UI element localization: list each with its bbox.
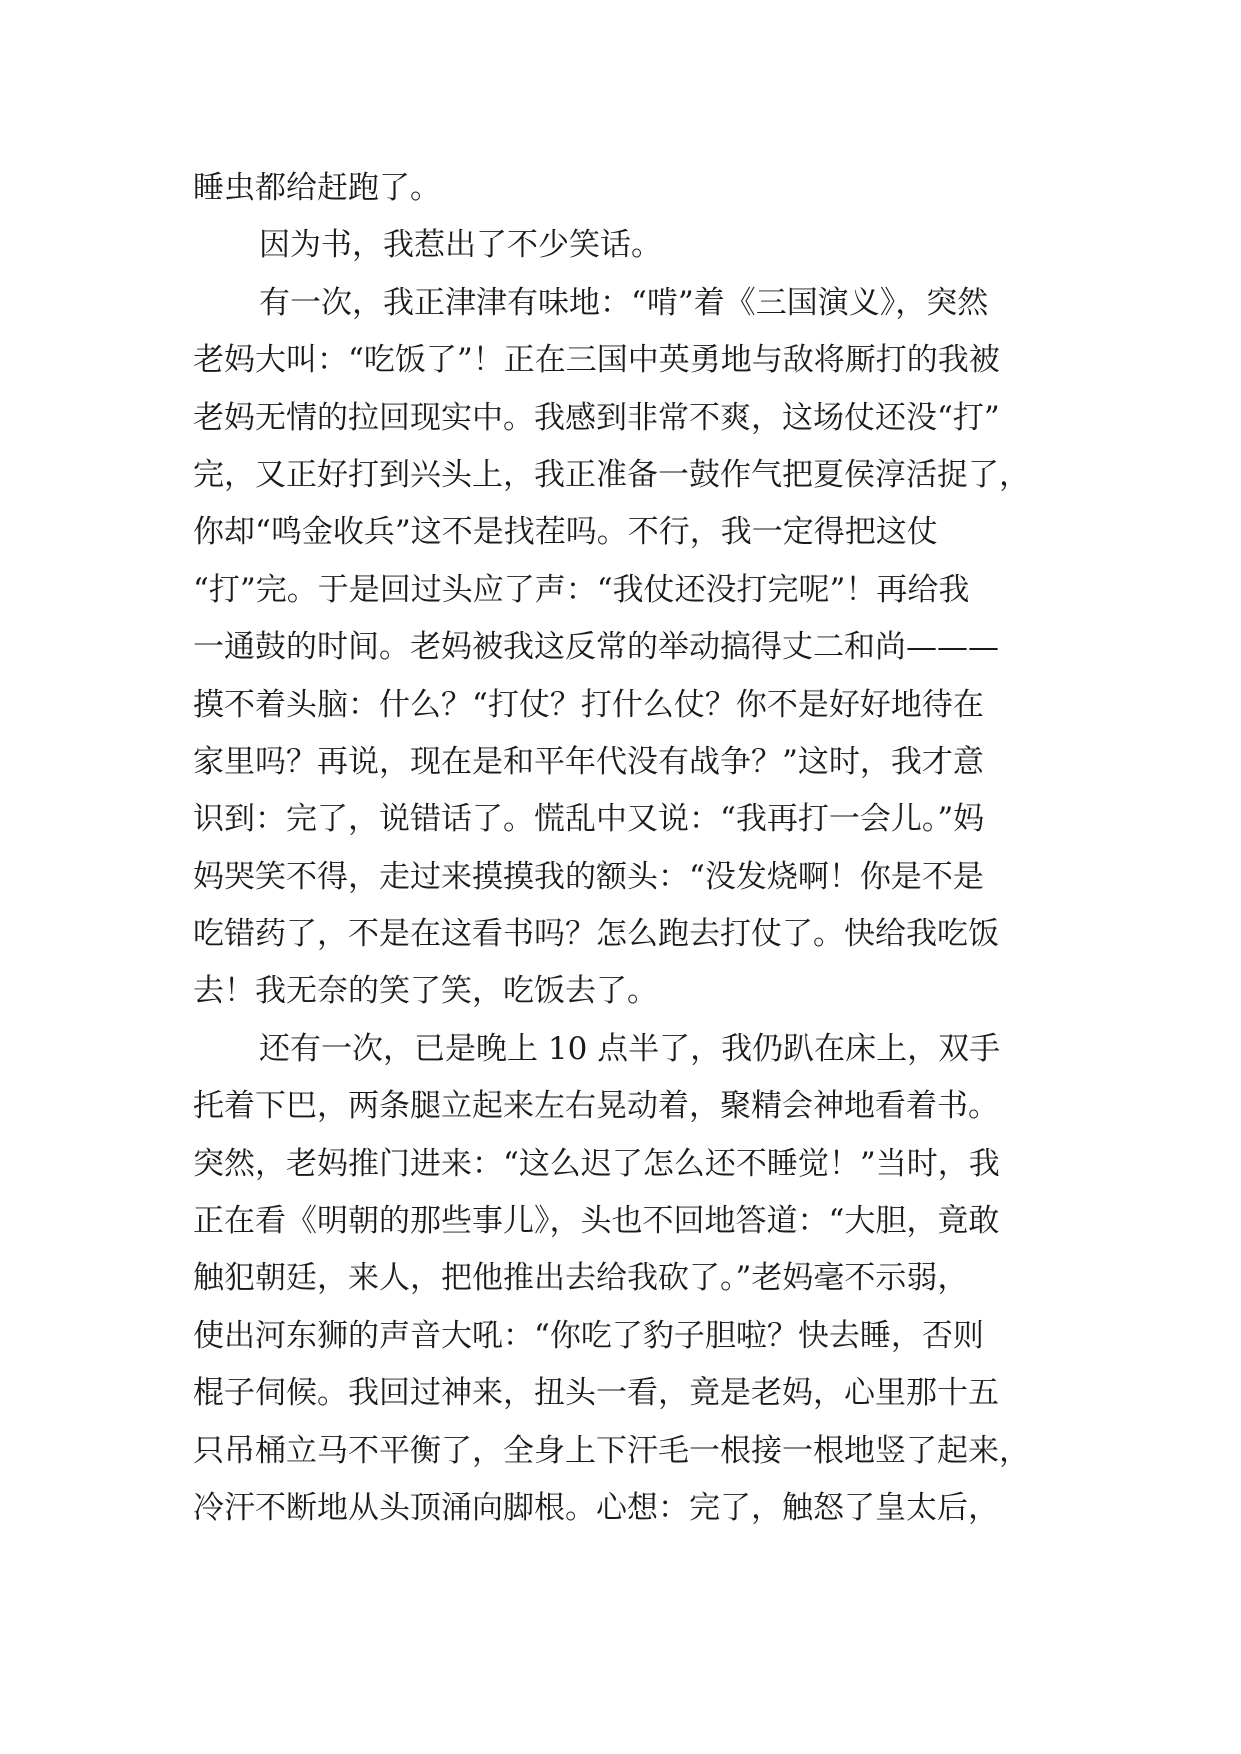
text-line: 老妈大叫：“吃饭了”！正在三国中英勇地与敌将厮打的我被 xyxy=(193,342,1000,379)
text-line: 棍子伺候。我回过神来，扭头一看，竟是老妈，心里那十五 xyxy=(193,1375,999,1412)
paragraph-first-line: 因为书，我惹出了不少笑话。 xyxy=(259,227,662,264)
text-line: 托着下巴，两条腿立起来左右晃动着，聚精会神地看着书。 xyxy=(193,1088,999,1125)
text-line: 完，又正好打到兴头上，我正准备一鼓作气把夏侯淳活捉了， xyxy=(193,456,1030,493)
text-line: 去！我无奈的笑了笑，吃饭去了。 xyxy=(193,973,658,1010)
text-line: 你却“鸣金收兵”这不是找茬吗。不行，我一定得把这仗 xyxy=(193,514,938,551)
text-line: 识到：完了，说错话了。慌乱中又说：“我再打一会儿。”妈 xyxy=(193,801,985,838)
text-line: 只吊桶立马不平衡了，全身上下汗毛一根接一根地竖了起来， xyxy=(193,1432,1030,1469)
text-line: 冷汗不断地从头顶涌向脚根。心想：完了，触怒了皇太后， xyxy=(193,1489,999,1526)
text-line: 突然，老妈推门进来：“这么迟了怎么还不睡觉！”当时，我 xyxy=(193,1145,1000,1182)
text-line: 妈哭笑不得，走过来摸摸我的额头：“没发烧啊！你是不是 xyxy=(193,858,984,895)
text-line: 一通鼓的时间。老妈被我这反常的举动搞得丈二和尚——— xyxy=(193,629,999,666)
text-line: 家里吗？再说，现在是和平年代没有战争？”这时，我才意 xyxy=(193,743,984,780)
paragraph-first-line: 有一次，我正津津有味地：“啃”着《三国演义》，突然 xyxy=(259,284,989,321)
text-line: 吃错药了，不是在这看书吗？怎么跑去打仗了。快给我吃饭 xyxy=(193,916,999,953)
text-line: 老妈无情的拉回现实中。我感到非常不爽，这场仗还没“打” xyxy=(193,399,1000,436)
paragraph-first-line: 还有一次，已是晚上 10 点半了，我仍趴在床上，双手 xyxy=(259,1030,1001,1067)
text-line: 睡虫都给赶跑了。 xyxy=(193,170,441,206)
text-line: “打”完。于是回过头应了声：“我仗还没打完呢”！再给我 xyxy=(193,571,970,608)
body-text xyxy=(193,160,1073,1537)
text-line: 使出河东狮的声音大吼：“你吃了豹子胆啦？快去睡，否则 xyxy=(193,1317,984,1354)
text-line: 触犯朝廷，来人，把他推出去给我砍了。”老妈毫不示弱， xyxy=(193,1260,969,1297)
text-line: 正在看《明朝的那些事儿》，头也不回地答道：“大胆，竟敢 xyxy=(193,1203,1000,1240)
text-line: 摸不着头脑：什么？“打仗？打什么仗？你不是好好地待在 xyxy=(193,686,984,723)
